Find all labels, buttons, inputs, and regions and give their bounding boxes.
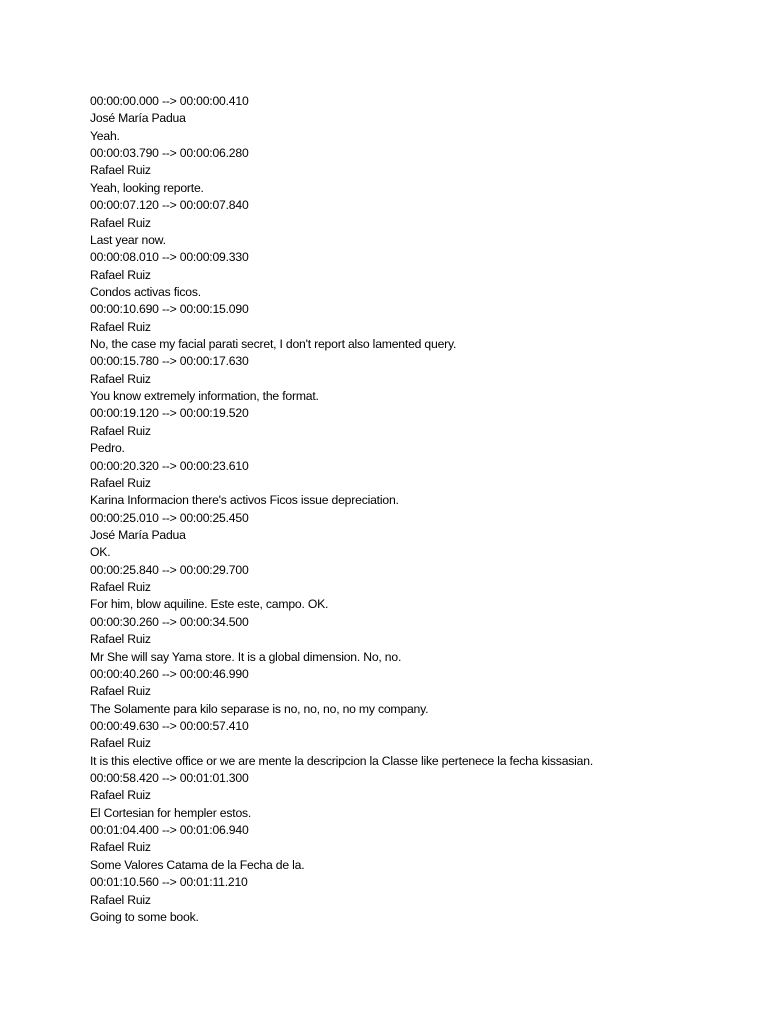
entry-speaker: Rafael Ruiz: [90, 215, 151, 230]
transcript-entry: [90, 822, 750, 874]
entry-timestamp: 00:00:00.000 --> 00:00:00.410: [90, 94, 249, 108]
entry-timestamp: 00:00:10.690 --> 00:00:15.090: [90, 302, 249, 317]
transcript-entry: [90, 405, 750, 457]
entry-timestamp: 00:00:20.320 --> 00:00:23.610: [90, 458, 249, 473]
entry-text: Some Valores Catama de la Fecha de la.: [90, 857, 305, 872]
entry-text: Pedro.: [90, 441, 125, 456]
entry-speaker: Rafael Ruiz: [90, 163, 151, 178]
entry-text: The Solamente para kilo separase is no, no, no, no my company.: [90, 701, 429, 716]
entry-speaker: Rafael Ruiz: [90, 267, 151, 282]
entry-speaker: Rafael Ruiz: [90, 371, 151, 386]
entry-timestamp: 00:01:10.560 --> 00:01:11.210: [90, 875, 248, 890]
entry-timestamp: 00:00:08.010 --> 00:00:09.330: [90, 250, 249, 265]
entry-speaker: Rafael Ruiz: [90, 475, 151, 490]
entry-text: It is this elective office or we are mente la descripcion la Classe like pertenece la fecha kissasian.: [90, 753, 594, 768]
transcript-entry: [90, 197, 750, 249]
entry-text: El Cortesian for hempler estos.: [90, 805, 252, 820]
entry-speaker: Rafael Ruiz: [90, 423, 151, 438]
entry-speaker: Rafael Ruiz: [90, 840, 151, 855]
entry-text: You know extremely information, the format.: [90, 389, 319, 404]
transcript-entry: [90, 770, 750, 822]
entry-speaker: Rafael Ruiz: [90, 684, 151, 699]
entry-text: Yeah, looking reporte.: [90, 180, 204, 195]
entry-speaker: Rafael Ruiz: [90, 580, 151, 595]
entry-timestamp: 00:00:19.120 --> 00:00:19.520: [90, 406, 249, 421]
transcript-entry: [90, 458, 750, 510]
entry-speaker: Rafael Ruiz: [90, 319, 151, 334]
entry-text: For him, blow aquiline. Este este, campo. OK.: [90, 597, 329, 612]
entry-speaker: José María Padua: [90, 527, 186, 542]
entry-timestamp: 00:00:07.120 --> 00:00:07.840: [90, 198, 249, 213]
entry-speaker: Rafael Ruiz: [90, 788, 151, 803]
transcript-entry: [90, 93, 750, 145]
transcript-entry: [90, 301, 750, 353]
entry-timestamp: 00:00:30.260 --> 00:00:34.500: [90, 614, 249, 629]
transcript-entry: [90, 353, 750, 405]
entry-timestamp: 00:00:49.630 --> 00:00:57.410: [90, 718, 249, 733]
entry-timestamp: 00:00:15.780 --> 00:00:17.630: [90, 354, 249, 369]
entry-timestamp: 00:00:58.420 --> 00:01:01.300: [90, 771, 249, 786]
transcript-entry: [90, 666, 750, 718]
entry-speaker: Rafael Ruiz: [90, 892, 151, 907]
entry-timestamp: 00:00:03.790 --> 00:00:06.280: [90, 146, 249, 161]
entry-text: Last year now.: [90, 232, 166, 247]
entry-timestamp: 00:01:04.400 --> 00:01:06.940: [90, 823, 249, 838]
entry-text: Karina Informacion there's activos Ficos issue depreciation.: [90, 493, 399, 508]
entry-text: Mr She will say Yama store. It is a global dimension. No, no.: [90, 649, 402, 664]
entry-text: Yeah.: [90, 128, 120, 143]
entry-speaker: José María Padua: [90, 111, 186, 126]
transcript-entry: [90, 614, 750, 666]
transcript-entry: [90, 510, 750, 562]
transcript-entry: [90, 874, 750, 926]
transcript-body: [90, 93, 750, 926]
entry-timestamp: 00:00:25.840 --> 00:00:29.700: [90, 562, 249, 577]
entry-text: Going to some book.: [90, 909, 199, 924]
entry-timestamp: 00:00:40.260 --> 00:00:46.990: [90, 666, 249, 681]
entry-text: OK.: [90, 545, 111, 560]
entry-text: Condos activas ficos.: [90, 284, 201, 299]
transcript-entry: [90, 718, 750, 770]
transcript-entry: [90, 562, 750, 614]
entry-text: No, the case my facial parati secret, I don't report also lamented query.: [90, 337, 457, 352]
entry-speaker: Rafael Ruiz: [90, 632, 151, 647]
transcript-entry: [90, 145, 750, 197]
transcript-entry: [90, 249, 750, 301]
entry-timestamp: 00:00:25.010 --> 00:00:25.450: [90, 510, 249, 525]
entry-speaker: Rafael Ruiz: [90, 736, 151, 751]
